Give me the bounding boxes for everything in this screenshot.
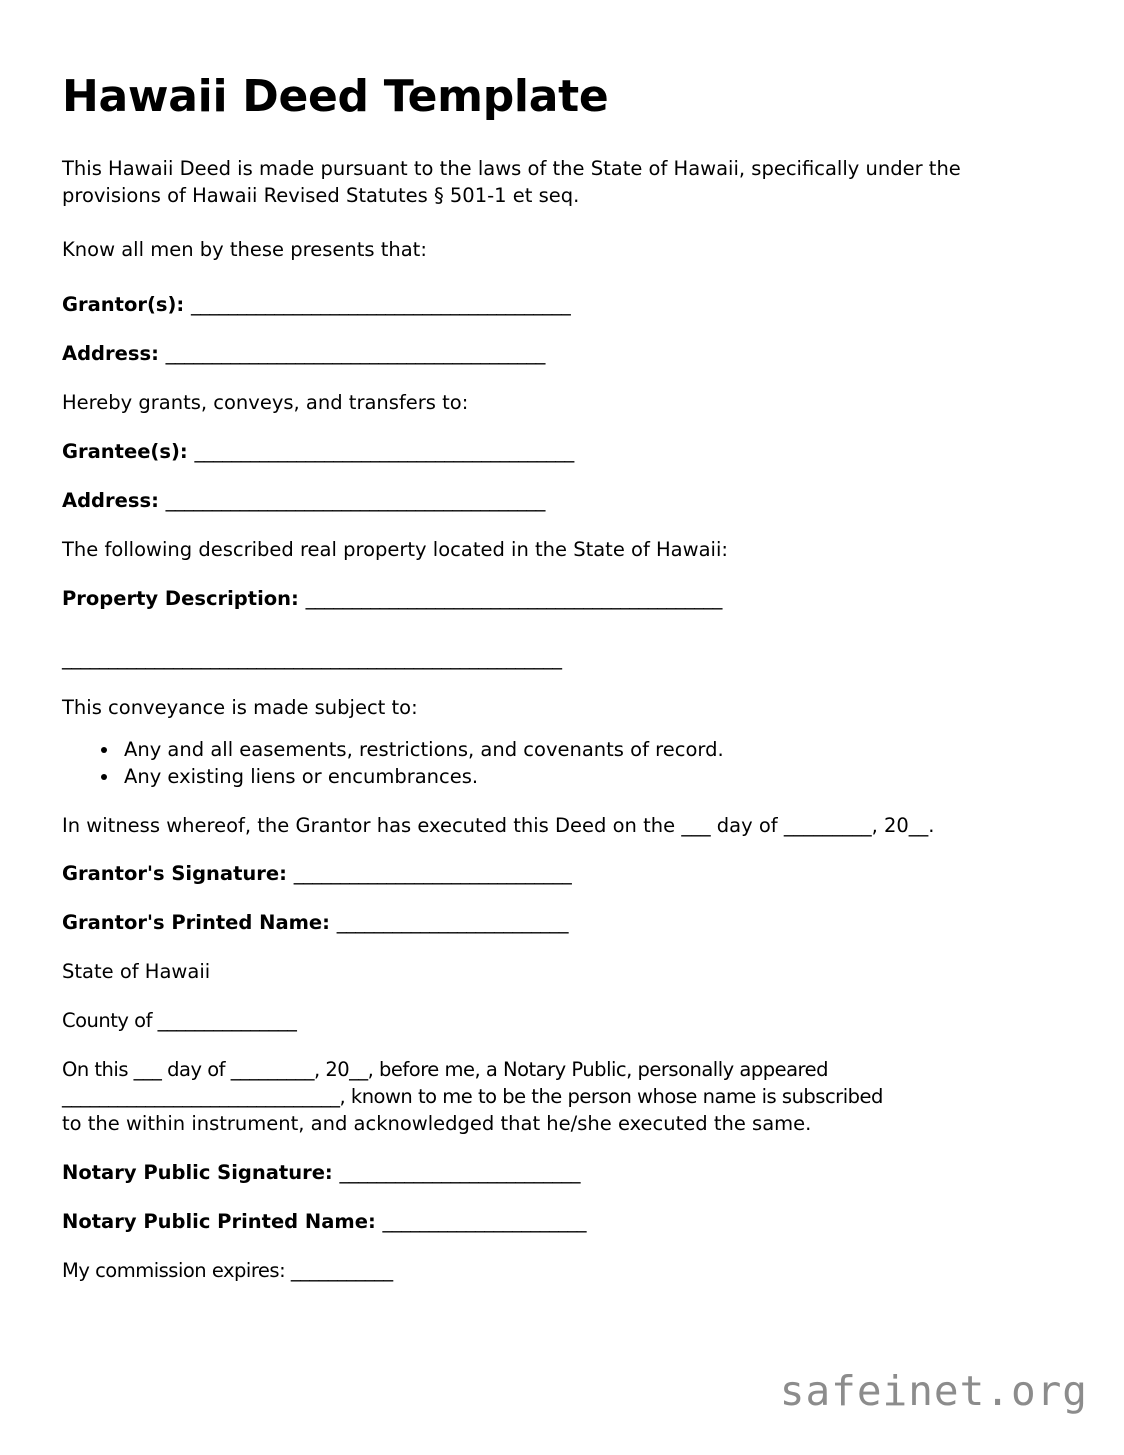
spacer <box>62 1236 1062 1258</box>
grantee-label: Grantee(s): <box>62 440 195 464</box>
spacer <box>62 264 1062 292</box>
grantee-address-field <box>62 488 1062 515</box>
subject-to-list <box>62 737 1062 790</box>
spacer <box>62 937 1062 959</box>
notary-signature-label: Notary Public Signature: <box>62 1160 340 1184</box>
grantor-label: Grantor(s): <box>62 293 192 317</box>
spacer <box>62 791 1062 813</box>
page-title: Hawaii Deed Template <box>62 71 609 122</box>
spacer <box>62 1035 1062 1057</box>
grantor-address-field <box>62 341 1062 368</box>
spacer <box>62 673 1062 695</box>
property-description-label: Property Description: <box>62 586 306 610</box>
grantor-address-label: Address: <box>62 342 166 366</box>
grantee-address-blank-line[interactable]: _________________________________________ <box>165 488 545 512</box>
grantee-blank-line[interactable]: _________________________________________ <box>194 440 574 464</box>
notary-acknowledgment-line-1: On this ___ day of _________, 20__, before me, a Notary Public, personally appeared <box>62 1058 828 1082</box>
spacer <box>62 1187 1062 1209</box>
spacer <box>62 1138 1062 1160</box>
conveyance-line: This conveyance is made subject to: <box>62 695 418 719</box>
spacer <box>62 209 1062 237</box>
grantee-field <box>62 439 1062 466</box>
grantor-printed-name-label: Grantor's Printed Name: <box>62 911 337 935</box>
property-description-field <box>62 586 1062 613</box>
notary-printed-name-field <box>62 1209 1062 1236</box>
grantor-signature-label: Grantor's Signature: <box>62 862 294 886</box>
spacer <box>62 721 1062 737</box>
notary-acknowledgment-line-2[interactable]: ______________________________, known to me to be the person whose name is subscribed <box>62 1084 883 1108</box>
spacer <box>62 123 1062 156</box>
site-watermark: safeinet.org <box>779 1367 1088 1415</box>
county-line[interactable]: County of _______________ <box>62 1009 297 1033</box>
grantor-blank-line[interactable]: _________________________________________ <box>191 293 571 317</box>
intro-paragraph: This Hawaii Deed is made pursuant to the laws of the State of Hawaii, specifically under the provisions of Hawaii Revised Statutes § 501-1 et seq. <box>62 156 961 207</box>
spacer <box>62 888 1062 910</box>
presents-line: Know all men by these presents that: <box>62 238 427 262</box>
spacer <box>62 319 1062 341</box>
grantor-signature-blank-line[interactable]: ______________________________ <box>293 862 572 886</box>
spacer <box>62 613 1062 646</box>
spacer <box>62 986 1062 1008</box>
grantor-printed-name-field <box>62 910 1062 937</box>
notary-acknowledgment-line-3: to the within instrument, and acknowledged that he/she executed the same. <box>62 1111 812 1135</box>
property-description-blank-line[interactable]: _____________________________________________ <box>305 586 722 610</box>
grantor-field <box>62 292 1062 319</box>
spacer <box>62 564 1062 586</box>
grantor-printed-name-blank-line[interactable]: _________________________ <box>336 911 568 935</box>
grantee-address-label: Address: <box>62 488 166 512</box>
notary-signature-field <box>62 1160 1062 1187</box>
property-intro-line: The following described real property located in the State of Hawaii: <box>62 537 728 561</box>
spacer <box>62 466 1062 488</box>
grants-line: Hereby grants, conveys, and transfers to: <box>62 391 469 415</box>
notary-printed-name-blank-line[interactable]: ______________________ <box>382 1209 587 1233</box>
spacer <box>62 417 1062 439</box>
state-line: State of Hawaii <box>62 960 211 984</box>
commission-expires-line[interactable]: My commission expires: ___________ <box>62 1258 393 1282</box>
spacer <box>62 515 1062 537</box>
spacer <box>62 368 1062 390</box>
witness-line: In witness whereof, the Grantor has executed this Deed on the ___ day of _________, 20__. <box>62 813 935 837</box>
spacer <box>62 839 1062 861</box>
grantor-address-blank-line[interactable]: _________________________________________ <box>165 342 545 366</box>
list-item: • Any existing liens or encumbrances. <box>120 764 1062 791</box>
notary-signature-blank-line[interactable]: __________________________ <box>339 1160 581 1184</box>
grantor-signature-field <box>62 861 1062 888</box>
property-description-blank-line-2[interactable]: ______________________________________________________ <box>62 646 562 670</box>
notary-printed-name-label: Notary Public Printed Name: <box>62 1209 383 1233</box>
list-item: • Any and all easements, restrictions, and covenants of record. <box>120 737 1062 764</box>
